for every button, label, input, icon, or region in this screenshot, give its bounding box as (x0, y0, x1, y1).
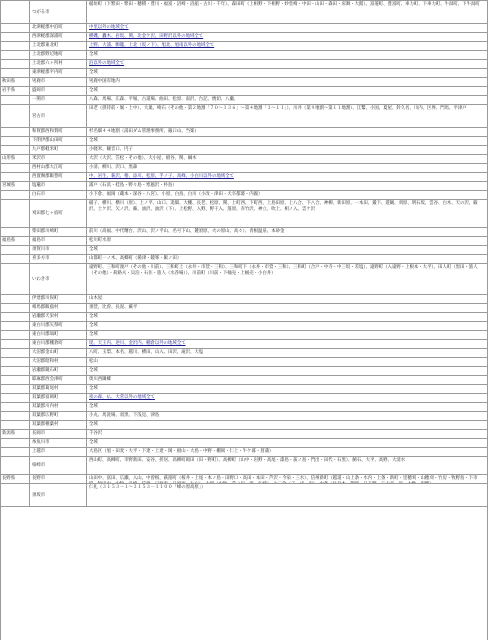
prefecture-cell (0, 331, 30, 339)
prefecture-cell (0, 439, 30, 447)
table-row (0, 264, 488, 295)
prefecture-cell: 長野県 (0, 475, 30, 483)
table-row (0, 457, 488, 475)
table-row (0, 475, 488, 484)
table-row (0, 448, 488, 457)
coverage-area-cell: 小清、柳川、沢口、黒森 (89, 165, 138, 170)
coverage-area-cell: 全域 (89, 247, 98, 252)
coverage-area-cell: 稲垣町（下繁田・繁田・穂積・豊川・福富・沼崎・沼舘・古川・千年）、森田町（上相野・下相野・妙堂崎・中田・山田・森田・床舞・大館）、富萢町、豊富町、車力町、下車力町、牛潟町、下牛潟町 (89, 2, 480, 7)
table-row (0, 385, 488, 394)
municipality-cell: 相馬郡飯舘村 (30, 304, 87, 312)
coverage-area-cell: 八町、玉梨、本名、越川、横田、山入、田沢、滝沢、大塩 (89, 350, 204, 355)
municipality-cell: 東白川郡塙町 (30, 331, 87, 339)
prefecture-cell (0, 403, 30, 411)
municipality-cell: 西津軽郡深浦町 (30, 33, 87, 41)
prefecture-cell (0, 358, 30, 366)
coverage-area-cell: 全域 (89, 52, 98, 57)
prefecture-cell: 宮城県 (0, 182, 30, 190)
table-row (0, 51, 488, 60)
table-row (0, 255, 488, 264)
prefecture-cell (0, 246, 30, 254)
coverage-area-cell: 全域 (89, 368, 98, 373)
municipality-cell: 上越市 (30, 448, 87, 456)
municipality-cell: 須賀川市 (30, 246, 87, 254)
coverage-area-cell: 松川町水原 (89, 238, 111, 243)
coverage-area-cell: 全域 (89, 323, 98, 328)
coverage-area-cell: 西山町、高柳町、市野新田、安谷、折居、高柳町岡田（田・野町）、高柳町（山中・岩野・高尾・漆島・荻ノ島・門出・田代・石黒）、鯖石、大平、高野、大清水 (89, 458, 406, 463)
coverage-area-cell: 全域 (89, 440, 98, 445)
coverage-area-cell: 泊以外の地域全て (89, 61, 125, 66)
municipality-cell: 耶麻郡西会津町 (30, 376, 87, 384)
municipality-cell: 白石市 (30, 191, 87, 199)
municipality-cell: 宮古市 (30, 105, 87, 127)
table-row (0, 331, 488, 340)
prefecture-cell (0, 376, 30, 384)
coverage-area-cell: 全域 (89, 332, 98, 337)
coverage-area-cell: 中里以外の地域全て (89, 25, 129, 30)
coverage-area-cell: 遠野町、三和町渡戸（その他・川前）、三和町上（永井・市萱・三和）、三和町下（永井・市萱・三和）、三和町（合戸・中寺・中三坂・差塩）、遠野町（入遠野・上根本・大平）、田人町（黒田・旅人（その他）・荷路夫・貝泊・石住・旅人（水呑場））、川前町（川前・下桶売・上桶売・小白井） (89, 265, 478, 277)
municipality-cell: 東白川郡矢祭町 (30, 322, 87, 330)
table-row (0, 42, 488, 51)
prefecture-cell: 岩手県 (0, 87, 30, 95)
table-row (0, 304, 488, 313)
prefecture-cell (0, 105, 30, 127)
municipality-cell: 盛岡市 (30, 87, 87, 95)
municipality-cell: 双葉郡富岡町 (30, 394, 87, 402)
coverage-area-cell: 全域 (89, 70, 98, 75)
table-row (0, 421, 488, 430)
coverage-area-cell: 松山 (89, 359, 98, 364)
table-row (0, 155, 488, 164)
table-row (0, 340, 488, 349)
coverage-area-cell: 横磯、轟木、岩坂、関、北金ケ沢、田野沢以外の地域全て (89, 34, 204, 39)
coverage-area-cell: 山田中、富田、広瀬、入山、中曽根、萩窪町（桜井・上尾・本ノ島・田野口・高田・本田・芦沢・今泉・三水）、信州新町（越道・山上条・水内・上条・新町・里穂刈・山穂刈・竹房・牧野島・下市 (89, 476, 478, 481)
prefecture-cell (0, 200, 30, 227)
coverage-area-cell: 大島区（旭・田麦・大平・下達・上達・岡・板山・大島・中野・棚岡・仁上・牛ケ暮・菖蒲） (89, 449, 274, 454)
table-row (0, 394, 488, 403)
municipality-cell: 双葉郡葛尾村 (30, 385, 87, 393)
prefecture-cell (0, 24, 30, 32)
coverage-area-cell: 山都町一ノ木、高郷町（揚津・鏡峯・飯ノ田） (89, 256, 182, 261)
table-row (0, 376, 488, 385)
table-row (0, 367, 488, 376)
prefecture-cell (0, 137, 30, 145)
municipality-cell: 下閉伊郡山田町 (30, 137, 87, 145)
table-row (0, 173, 488, 182)
municipality-cell: いわき市 (30, 264, 87, 294)
prefecture-cell (0, 96, 30, 104)
municipality-cell: 長野市 (30, 475, 87, 483)
municipality-cell: 大沼郡金山町 (30, 349, 87, 357)
table-row (0, 24, 488, 33)
municipality-cell: 九戸郡軽米町 (30, 146, 87, 154)
table-row (0, 69, 488, 78)
table-row (0, 164, 488, 173)
prefecture-cell (0, 457, 30, 474)
prefecture-cell (0, 255, 30, 263)
coverage-area-cell: 全域 (89, 404, 98, 409)
table-row (0, 191, 488, 200)
municipality-cell: 男鹿市 (30, 78, 87, 86)
table-row (0, 182, 488, 191)
table-row (0, 403, 488, 412)
municipality-cell: 東白川郡棚倉町 (30, 340, 87, 348)
coverage-area-cell: 中、岩生、萩沢、椿、添川、松原、手ノ子、高峰、小白川以外の地域全て (89, 174, 234, 179)
municipality-cell: 北津軽郡中泊町 (30, 24, 87, 32)
municipality-cell: 糸魚川市 (30, 439, 87, 447)
prefecture-cell: 新潟県 (0, 430, 30, 438)
coverage-area-cell: 前川（高福、中代曙台、沢山、沢ノ平山、名号下山、麓須原、火の原山、高々）、青根温泉、本砂金 (89, 229, 285, 234)
coverage-area-cell: 全域 (89, 386, 98, 391)
prefecture-cell (0, 69, 30, 77)
table-row (0, 1, 488, 24)
prefecture-cell: 山形県 (0, 155, 30, 163)
municipality-cell: 柏崎市 (30, 457, 87, 474)
coverage-area-cell: 全域 (89, 422, 98, 427)
municipality-cell: 長岡市 (30, 430, 87, 438)
municipality-cell: 双葉郡楢葉村 (30, 421, 87, 429)
municipality-cell: 塩竈市 (30, 182, 87, 190)
coverage-area-cell: 小丸、馬洗場、羽黒、下浅見、津島 (89, 413, 160, 418)
table-row (0, 96, 488, 105)
municipality-cell: 喜多方市 (30, 255, 87, 263)
prefecture-cell (0, 385, 30, 393)
coverage-area-cell: 堤、天王内、逆川、金沢内、棚倉以外の地域全て (89, 341, 186, 346)
table-row (0, 105, 488, 128)
table-row (0, 358, 488, 367)
municipality-cell: 須坂市 (30, 484, 87, 506)
table-row (0, 439, 488, 448)
municipality-cell: 岩瀬郡鏡石町 (30, 367, 87, 375)
coverage-area-cell: 田老（摂待前・堀・上中）、大巣、崎石（その他・第２地割「７０～１３６」～第４地割「３～１１」）、川井（第９地割～第１１地割）、江繋、小国、夏屋、鈴久名、川内、区界、門馬、平津戸 (89, 106, 467, 111)
prefecture-cell (0, 484, 30, 506)
coverage-area-cell: 八森、馬場、広森、平堀、古道場、曲田、松原、南沢、台記、焼切、八瀬、 (89, 97, 239, 102)
prefecture-cell (0, 394, 30, 402)
table-row (0, 430, 488, 439)
prefecture-cell (0, 51, 30, 59)
prefecture-cell (0, 340, 30, 348)
prefecture-cell (0, 421, 30, 429)
coverage-area-cell: 千谷沢 (89, 431, 103, 436)
coverage-area-cell: 仁礼（３１５３－１～３１５３－１１００「峰の原高原」） (89, 485, 206, 490)
municipality-cell: 岩瀬郡天栄村 (30, 313, 87, 321)
municipality-cell: 双葉郡川内村 (30, 403, 87, 411)
prefecture-cell (0, 60, 30, 68)
coverage-area-cell: 男鹿中国有地内 (89, 79, 120, 84)
coverage-area-cell: 山木屋 (89, 296, 103, 301)
coverage-area-cell: 小軽米、観音口、円子 (89, 147, 133, 152)
prefecture-cell (0, 322, 30, 330)
prefecture-cell (0, 228, 30, 236)
municipality-cell: 米沢市 (30, 155, 87, 163)
table-row (0, 200, 488, 228)
coverage-area-cell: 夜の森、仏、大菅以外の地域全て (89, 395, 155, 400)
table-row (0, 137, 488, 146)
table-row (0, 146, 488, 155)
table-row (0, 484, 488, 507)
table-row (0, 295, 488, 304)
coverage-area-cell: 須萱、比曽、長泥、蕨平 (89, 305, 138, 310)
municipality-cell: 西村山郡大江町 (30, 164, 87, 172)
coverage-area-cell: 小下倉、福岡（蔵本・深谷・八宮）、小原、白鳥、白川（小改・津田・犬卒都婆・内親） (89, 192, 263, 197)
table-row (0, 33, 488, 42)
table-row (0, 228, 488, 237)
municipality-cell: 西置賜郡飯豊町 (30, 173, 87, 181)
municipality-cell: 上北郡東北町 (30, 42, 87, 50)
prefecture-cell (0, 295, 30, 303)
coverage-area-cell: 全域 (89, 88, 98, 93)
prefecture-cell (0, 349, 30, 357)
municipality-cell: 上北郡野辺地町 (30, 51, 87, 59)
table-row (0, 412, 488, 421)
coverage-area-cell: 上野、大浦、駒籠、上北（坂ノ下）、旭北、旭南以外の地域全て (89, 43, 215, 48)
prefecture-cell (0, 304, 30, 312)
prefecture-cell (0, 367, 30, 375)
prefecture-cell (0, 313, 30, 321)
table-row (0, 237, 488, 246)
prefecture-cell: 秋田県 (0, 78, 30, 86)
municipality-cell: つがる市 (30, 1, 87, 23)
prefecture-cell (0, 264, 30, 294)
municipality-cell: 上北郡六ヶ所村 (30, 60, 87, 68)
prefecture-cell (0, 128, 30, 136)
coverage-area-cell: 全域 (89, 138, 98, 143)
table-row (0, 246, 488, 255)
prefecture-cell (0, 191, 30, 199)
prefecture-cell (0, 42, 30, 50)
table-row (0, 313, 488, 322)
prefecture-cell (0, 146, 30, 154)
coverage-area-cell: 奥川西隣郷 (89, 377, 111, 382)
table-row (0, 128, 488, 137)
municipality-cell: 東津軽郡平内町 (30, 69, 87, 77)
prefecture-cell: 福島県 (0, 237, 30, 245)
coverage-area-cell: 杉名畑４４地割（湯田ダム管理事務所、銀口山、当楽） (89, 129, 199, 134)
municipality-cell: 福島市 (30, 237, 87, 245)
table-row (0, 60, 488, 69)
prefecture-cell (0, 173, 30, 181)
table-row (0, 349, 488, 358)
prefecture-cell (0, 164, 30, 172)
coverage-area-cell: 全域 (89, 314, 98, 319)
table-row (0, 78, 488, 87)
prefecture-cell (0, 1, 30, 23)
coverage-area-cell: 大沢（大沢、笠松・その他）、大小屋、板谷、関、綱木 (89, 156, 197, 161)
prefecture-cell (0, 33, 30, 41)
prefecture-cell (0, 412, 30, 420)
table-row (0, 322, 488, 331)
table-row (0, 87, 488, 96)
municipality-cell: 和賀郡西和賀町 (30, 128, 87, 136)
coverage-area-cell: 稲子、横川、横川（原）、上ノ平、山口、追畑、大棚、長老、松原、関、上町西、下町西、上島田原、上八合、下八合、神柳、新田原、一本田、鍛下、遊観、刈原、明石坂、雲谷、白木、天の沢、蕨沢、土ケ沢、欠ノ沢、蕨、油沢、油沢（下）、上松野、入野、野干入、蓬原、赤竹沢、神立、吹上、相ノ入、雲ケ沢 (89, 201, 478, 213)
coverage-area-cell: 浦戸（石浜・桂島・野々島・寒風沢・朴島） (89, 183, 177, 188)
municipality-cell: 伊達郡川俣町 (30, 295, 87, 303)
municipality-cell: 刈田郡七ヶ宿町 (30, 200, 87, 227)
municipality-cell: 一関市 (30, 96, 87, 104)
municipality-cell: 双葉郡広野町 (30, 412, 87, 420)
prefecture-cell (0, 448, 30, 456)
municipality-cell: 柴田郡川崎町 (30, 228, 87, 236)
municipality-cell: 大沼郡昭和村 (30, 358, 87, 366)
